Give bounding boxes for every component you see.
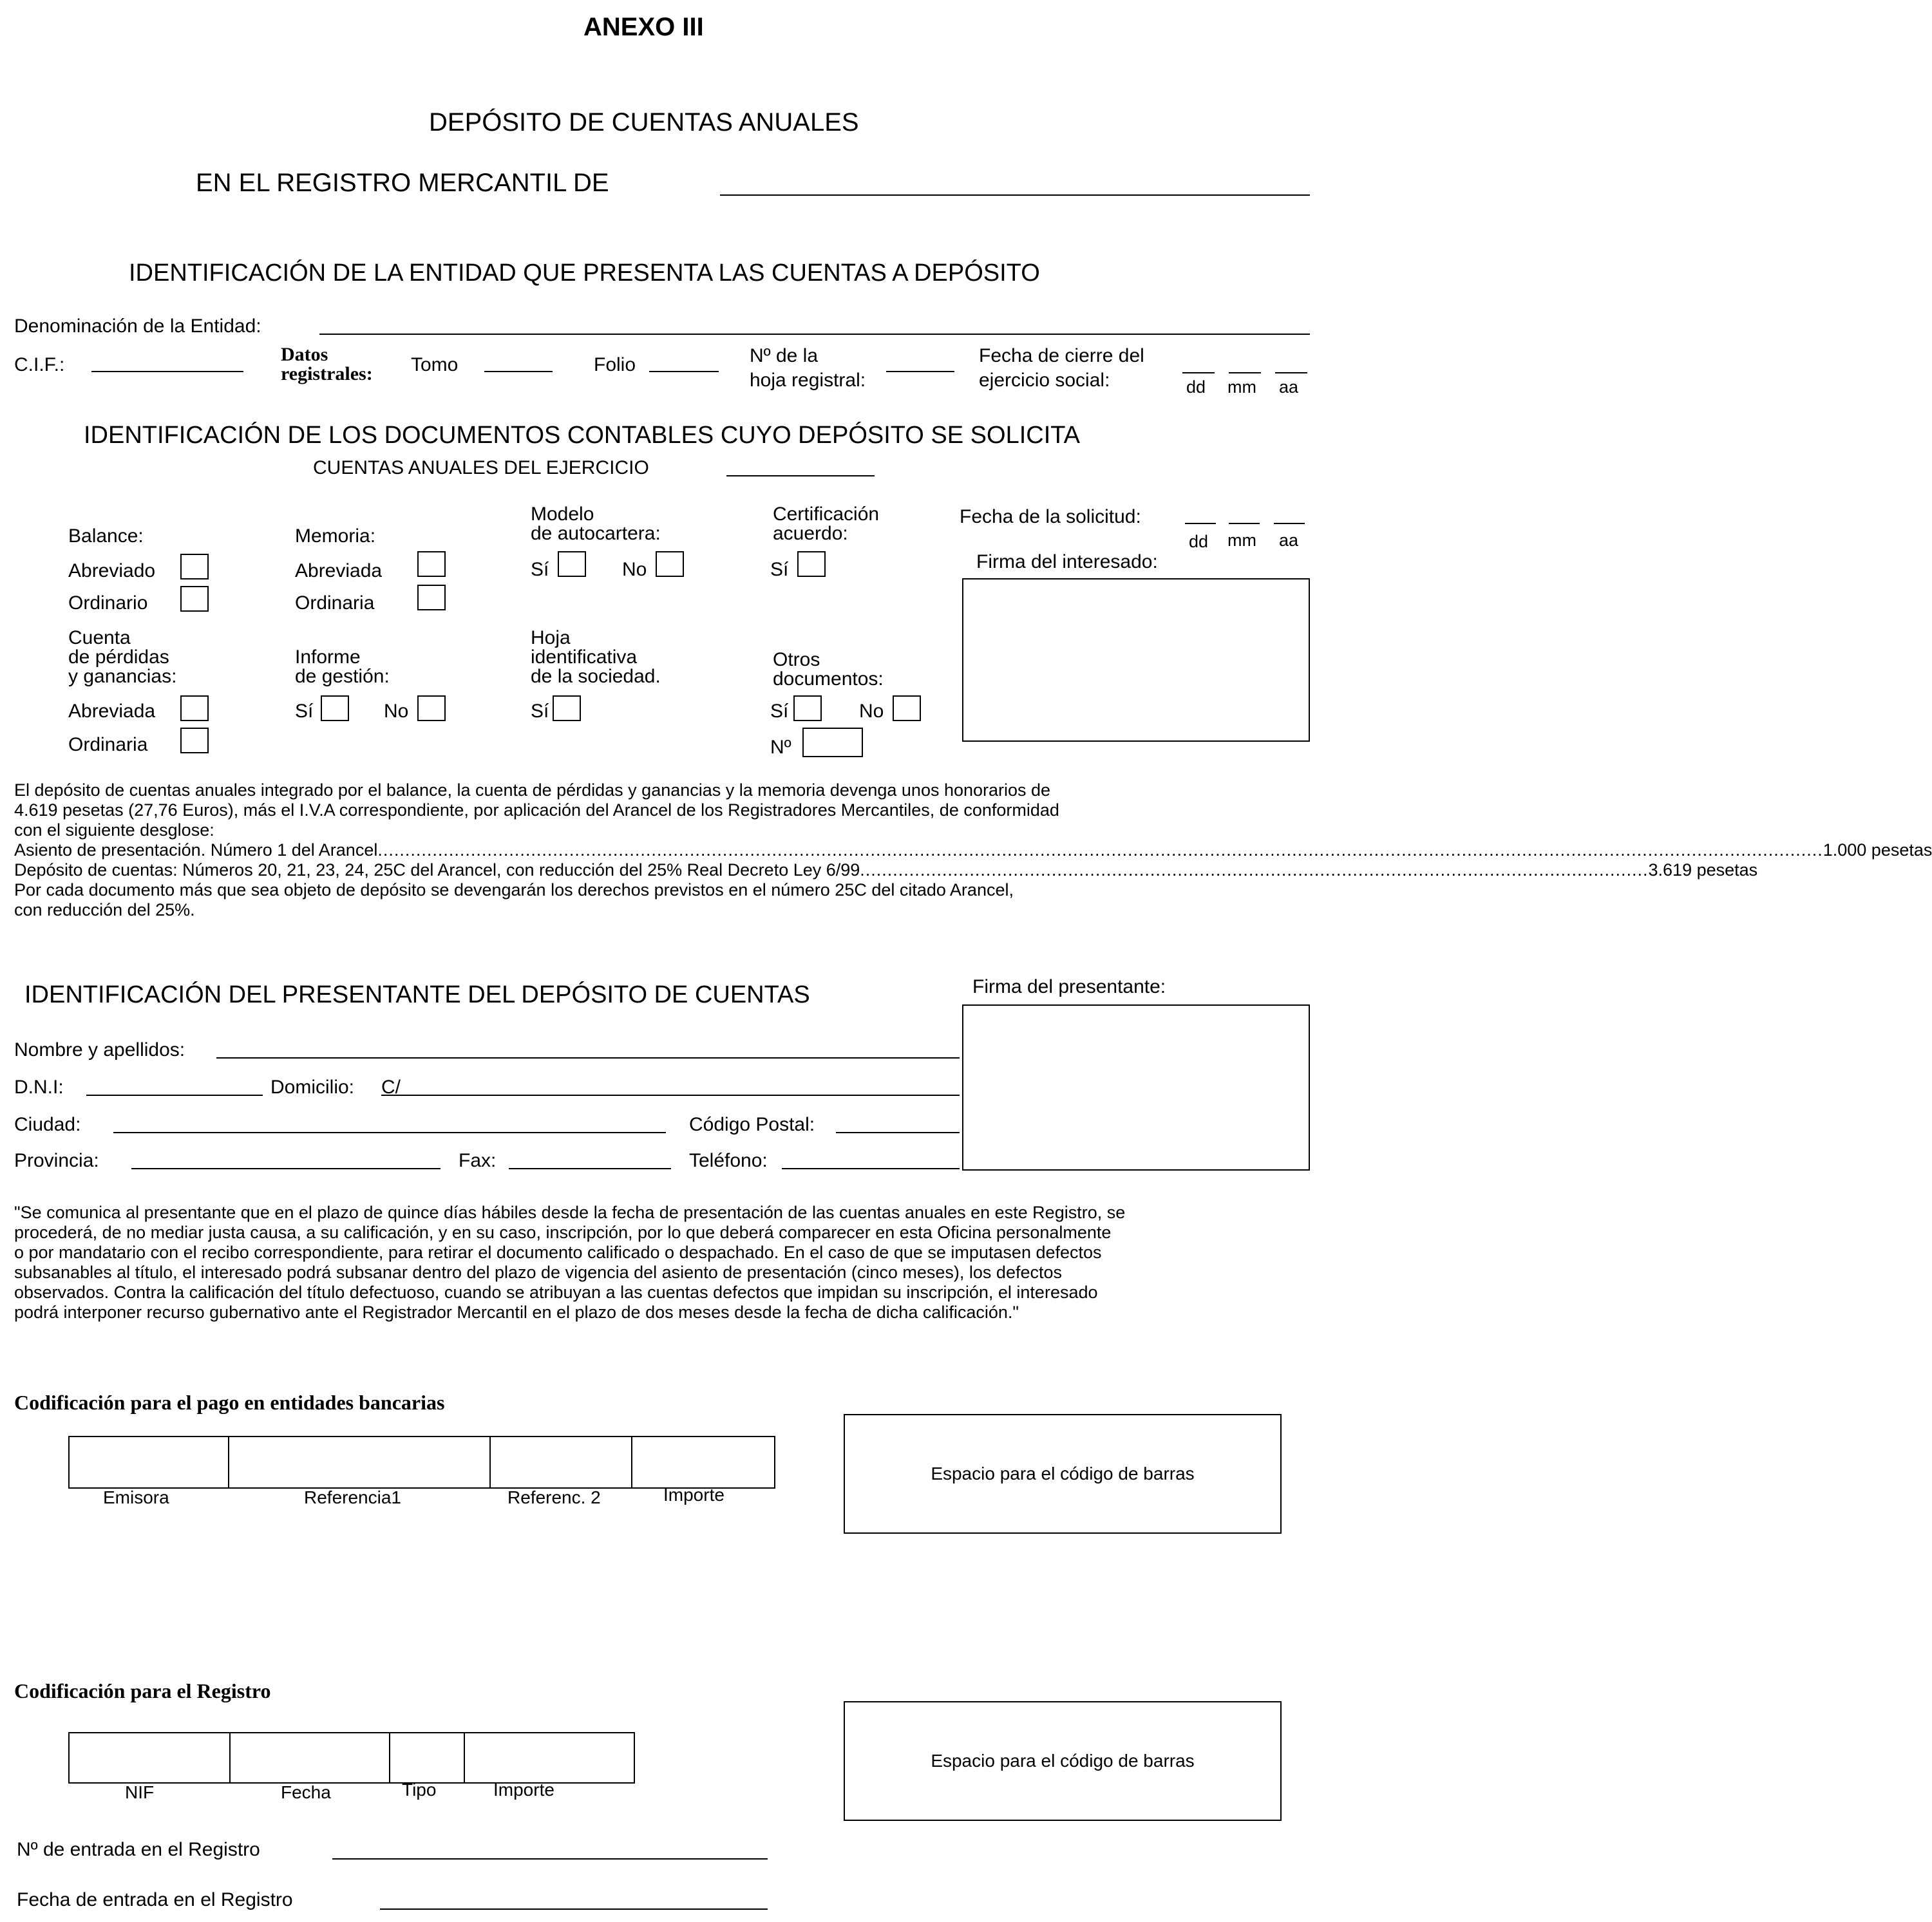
- cif-label: C.I.F.:: [14, 354, 65, 375]
- fees-item2-leader: ................................................................................................................................................: [860, 860, 1649, 880]
- cuenta-abreviada-label: Abreviada: [68, 701, 156, 722]
- cert-line2: acuerdo:: [773, 523, 848, 544]
- otros-line2: documentos:: [773, 668, 884, 690]
- balance-ordinario-checkbox[interactable]: [180, 586, 209, 612]
- informe-line1: Informe: [295, 646, 361, 668]
- firma-interesado-label: Firma del interesado:: [976, 551, 1158, 572]
- tomo-label: Tomo: [411, 354, 459, 375]
- registry-name-field[interactable]: [720, 194, 1310, 196]
- balance-ordinario-label: Ordinario: [68, 592, 148, 614]
- cierre-aa-field[interactable]: [1275, 372, 1307, 373]
- hoja-si-label: Sí: [531, 701, 549, 722]
- memoria-abreviada-checkbox[interactable]: [417, 551, 446, 577]
- bank-code-table: [68, 1436, 775, 1489]
- solicitud-mm-field[interactable]: [1229, 523, 1260, 524]
- bank-col-referencia1: Referencia1: [304, 1487, 401, 1507]
- bank-barcode-label: Espacio para el código de barras: [931, 1464, 1195, 1484]
- entry-date-label: Fecha de entrada en el Registro: [17, 1889, 293, 1910]
- fecha-cierre-label: [979, 344, 1144, 393]
- solicitud-aa-label: aa: [1279, 531, 1299, 550]
- hoja-si-checkbox[interactable]: [553, 695, 581, 721]
- cert-si-checkbox[interactable]: [797, 551, 826, 577]
- datos-line1: Datos: [281, 344, 328, 365]
- documents-heading: IDENTIFICACIÓN DE LOS DOCUMENTOS CONTABLES CUYO DEPÓSITO SE SOLICITA: [84, 422, 1080, 449]
- bank-emisora-cell[interactable]: [70, 1437, 229, 1487]
- informe-si-label: Sí: [295, 701, 314, 722]
- bank-col-referencia2: Referenc. 2: [507, 1487, 601, 1507]
- solicitud-mm-label: mm: [1227, 531, 1256, 550]
- cierre-aa-label: aa: [1279, 377, 1299, 397]
- hoja-id-line3: de la sociedad.: [531, 666, 661, 687]
- memoria-ordinaria-checkbox[interactable]: [417, 585, 446, 610]
- modelo-autocartera-label: [531, 505, 661, 543]
- fees-item2-label: Depósito de cuentas: Números 20, 21, 23, 24, 25C del Arancel, con reducción del 25% Real Decreto Ley 6/99: [14, 860, 860, 880]
- otros-no-label: No: [859, 701, 884, 722]
- telefono-label: Teléfono:: [689, 1150, 768, 1171]
- bank-col-emisora: Emisora: [103, 1487, 169, 1507]
- bank-referencia1-cell[interactable]: [228, 1437, 491, 1487]
- registry-col-fecha: Fecha: [281, 1782, 331, 1802]
- cierre-dd-label: dd: [1186, 377, 1206, 397]
- registry-tipo-cell[interactable]: [389, 1733, 465, 1782]
- bank-col-importe: Importe: [663, 1485, 724, 1505]
- cert-line1: Certificación: [773, 504, 880, 525]
- cuenta-line3: y ganancias:: [68, 666, 177, 687]
- hoja-registral-field[interactable]: [886, 371, 954, 372]
- page-title: DEPÓSITO DE CUENTAS ANUALES: [429, 108, 859, 137]
- notice-line1: "Se comunica al presentante que en el plazo de quince días hábiles desde la fecha de presentación de las cuentas anuales en este Registro, se: [14, 1203, 1126, 1222]
- fees-item1-leader: ........................................................................................................................................................................................................................................................................: [377, 840, 1823, 860]
- ejercicio-label: CUENTAS ANUALES DEL EJERCICIO: [313, 457, 649, 478]
- informe-gestion-label: [295, 648, 390, 686]
- domicilio-value: C/: [381, 1077, 401, 1098]
- notice-line6: podrá interponer recurso gubernativo ante el Registrador Mercantil en el plazo de dos meses desde la fecha de dicha calificación.": [14, 1303, 1019, 1322]
- modelo-line1: Modelo: [531, 504, 594, 525]
- registry-nif-cell[interactable]: [70, 1733, 231, 1782]
- hoja-id-line2: identificativa: [531, 646, 638, 668]
- codigo-postal-label: Código Postal:: [689, 1114, 815, 1135]
- otros-documentos-label: [773, 650, 884, 689]
- fees-line3: con el siguiente desglose:: [14, 820, 214, 840]
- modelo-line2: de autocartera:: [531, 523, 661, 544]
- modelo-no-label: No: [622, 559, 647, 580]
- fecha-solicitud-label: Fecha de la solicitud:: [960, 506, 1141, 527]
- fees-item1-value: 1.000 pesetas: [1823, 840, 1932, 860]
- entry-date-field[interactable]: [380, 1908, 768, 1910]
- cuenta-line2: de pérdidas: [68, 646, 169, 668]
- codigo-postal-field[interactable]: [836, 1132, 960, 1133]
- solicitud-aa-field[interactable]: [1274, 523, 1305, 524]
- nombre-field[interactable]: [216, 1057, 960, 1059]
- cuenta-abreviada-checkbox[interactable]: [180, 695, 209, 721]
- folio-field[interactable]: [649, 371, 719, 372]
- firma-interesado-box[interactable]: [962, 578, 1310, 742]
- denomination-field[interactable]: [319, 334, 1310, 335]
- notice-line5: observados. Contra la calificación del título defectuoso, cuando se atribuyan a las cuentas defectos que impidan su inscripción, el interesado: [14, 1283, 1098, 1302]
- fees-line7: con reducción del 25%.: [14, 900, 195, 919]
- notice-line4: subsanables al título, el interesado podrá subsanar dentro del plazo de vigencia del asiento de presentación (cinco meses), los defectos: [14, 1263, 1063, 1282]
- otros-numero-field[interactable]: [802, 728, 863, 757]
- informe-line2: de gestión:: [295, 666, 390, 687]
- ciudad-label: Ciudad:: [14, 1114, 81, 1135]
- dni-field[interactable]: [86, 1095, 263, 1096]
- cuenta-perdidas-label: [68, 628, 176, 686]
- annex-title: ANEXO III: [583, 13, 704, 41]
- otros-si-label: Sí: [770, 701, 789, 722]
- entry-number-field[interactable]: [332, 1858, 768, 1860]
- ejercicio-field[interactable]: [726, 475, 875, 476]
- solicitud-dd-label: dd: [1189, 532, 1209, 551]
- hoja-registral-label: [750, 344, 866, 393]
- cert-si-label: Sí: [770, 559, 789, 580]
- cuenta-ordinaria-checkbox[interactable]: [180, 728, 209, 753]
- nombre-label: Nombre y apellidos:: [14, 1039, 185, 1060]
- fees-item1-label: Asiento de presentación. Número 1 del Arancel: [14, 840, 378, 860]
- denomination-label: Denominación de la Entidad:: [14, 316, 261, 337]
- memoria-abreviada-label: Abreviada: [295, 560, 383, 581]
- dni-label: D.N.I:: [14, 1077, 64, 1098]
- fees-line2: 4.619 pesetas (27,76 Euros), más el I.V.A correspondiente, por aplicación del Arancel de los Registradores Mercantiles, de conformidad: [14, 800, 1059, 820]
- registry-label: EN EL REGISTRO MERCANTIL DE: [196, 169, 609, 197]
- bank-heading: Codificación para el pago en entidades bancarias: [14, 1391, 445, 1414]
- provincia-field[interactable]: [131, 1168, 440, 1169]
- balance-abreviado-label: Abreviado: [68, 560, 156, 581]
- hoja-id-line1: Hoja: [531, 627, 571, 648]
- fees-line6: Por cada documento más que sea objeto de depósito se devengarán los derechos previstos en el número 25C del citado Arancel,: [14, 880, 1014, 900]
- hoja-identificativa-label: [531, 628, 661, 686]
- provincia-label: Provincia:: [14, 1150, 99, 1171]
- presenter-heading: IDENTIFICACIÓN DEL PRESENTANTE DEL DEPÓSITO DE CUENTAS: [24, 981, 810, 1008]
- notice-line2: procederá, de no mediar justa causa, a su calificación, y en su caso, inscripción, por lo que deberá comparecer en esta Oficina personalmente: [14, 1223, 1112, 1242]
- registry-col-nif: NIF: [125, 1782, 155, 1802]
- fees-item2-value: 3.619 pesetas: [1648, 860, 1758, 880]
- otros-si-checkbox[interactable]: [793, 695, 822, 721]
- modelo-si-checkbox[interactable]: [558, 551, 586, 577]
- registry-barcode-label: Espacio para el código de barras: [931, 1751, 1195, 1771]
- cuenta-line1: Cuenta: [68, 627, 131, 648]
- otros-line1: Otros: [773, 649, 820, 670]
- cif-field[interactable]: [91, 371, 243, 372]
- otros-no-checkbox[interactable]: [893, 695, 921, 721]
- informe-no-checkbox[interactable]: [417, 695, 446, 721]
- fecha-cierre-line2: ejercicio social:: [979, 370, 1110, 391]
- informe-si-checkbox[interactable]: [321, 695, 349, 721]
- registry-barcode-box: [844, 1701, 1282, 1821]
- cierre-mm-label: mm: [1227, 377, 1256, 397]
- registry-fecha-cell[interactable]: [229, 1733, 390, 1782]
- fees-item1: [14, 840, 1932, 860]
- certificacion-label: [773, 505, 879, 543]
- solicitud-dd-field[interactable]: [1185, 523, 1216, 524]
- fees-item2: [14, 860, 1758, 880]
- bank-referencia2-cell[interactable]: [489, 1437, 632, 1487]
- telefono-field[interactable]: [782, 1168, 960, 1169]
- datos-line2: registrales:: [281, 363, 373, 384]
- registry-heading: Codificación para el Registro: [14, 1679, 271, 1702]
- cuenta-ordinaria-label: Ordinaria: [68, 734, 148, 755]
- fecha-cierre-line1: Fecha de cierre del: [979, 345, 1144, 366]
- registry-code-table: [68, 1732, 635, 1784]
- informe-no-label: No: [384, 701, 409, 722]
- datos-registrales-label: [281, 345, 373, 384]
- registry-col-tipo: Tipo: [402, 1780, 437, 1800]
- domicilio-field[interactable]: [381, 1095, 960, 1096]
- fees-line1: El depósito de cuentas anuales integrado por el balance, la cuenta de pérdidas y ganancias y la memoria devenga unos honorarios de: [14, 780, 1051, 800]
- memoria-label: Memoria:: [295, 525, 376, 547]
- bank-barcode-box: [844, 1414, 1282, 1534]
- entity-heading: IDENTIFICACIÓN DE LA ENTIDAD QUE PRESENTA LAS CUENTAS A DEPÓSITO: [129, 259, 1040, 287]
- entry-number-label: Nº de entrada en el Registro: [17, 1839, 260, 1860]
- hoja-line1: Nº de la: [750, 345, 819, 366]
- cierre-mm-field[interactable]: [1229, 372, 1261, 373]
- cierre-dd-field[interactable]: [1182, 372, 1215, 373]
- fax-label: Fax:: [459, 1150, 497, 1171]
- balance-abreviado-checkbox[interactable]: [180, 554, 209, 579]
- tomo-field[interactable]: [484, 371, 553, 372]
- fax-field[interactable]: [509, 1168, 671, 1169]
- firma-presentante-label: Firma del presentante:: [972, 976, 1166, 997]
- hoja-line2: hoja registral:: [750, 370, 866, 391]
- firma-presentante-box[interactable]: [962, 1004, 1310, 1171]
- modelo-no-checkbox[interactable]: [656, 551, 684, 577]
- modelo-si-label: Sí: [531, 559, 549, 580]
- folio-label: Folio: [594, 354, 636, 375]
- notice-line3: o por mandatario con el recibo correspondiente, para retirar el documento calificado o despachado. En el caso de que se imputasen defectos: [14, 1243, 1102, 1262]
- domicilio-label: Domicilio:: [270, 1077, 355, 1098]
- balance-label: Balance:: [68, 525, 144, 547]
- otros-numero-label: Nº: [770, 737, 791, 758]
- ciudad-field[interactable]: [113, 1132, 666, 1133]
- registry-col-importe: Importe: [493, 1780, 554, 1800]
- memoria-ordinaria-label: Ordinaria: [295, 592, 375, 614]
